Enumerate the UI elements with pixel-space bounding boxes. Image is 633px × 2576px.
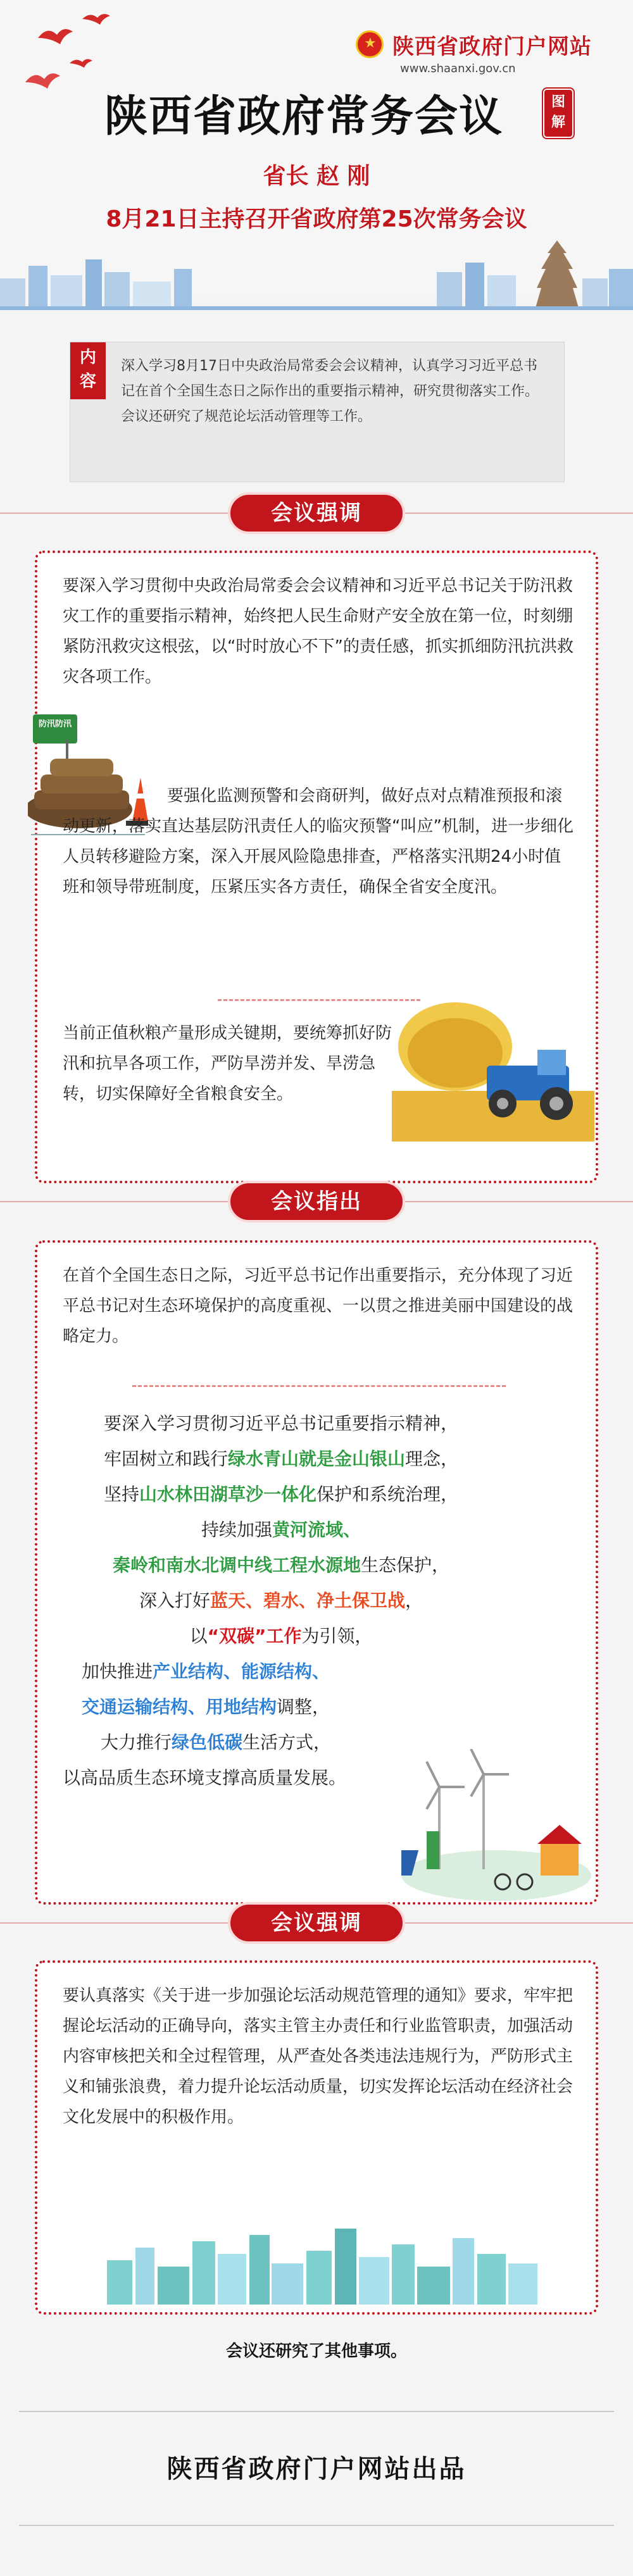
key-point-line: 牢固树立和践行绿水青山就是金山银山理念， (103, 1448, 459, 1469)
section-label-emphasis-1: 会议强调 (228, 492, 405, 534)
flood-sign-text: 防汛防汛 (38, 719, 72, 729)
content-tag-text: 内容 (79, 348, 96, 391)
illustrated-badge-text: 图解 (551, 94, 565, 130)
section2-key-points (63, 1406, 499, 1796)
dashed-separator (218, 999, 420, 1001)
content-summary-box (70, 342, 565, 482)
section1-paragraph-3: 当前正值秋粮产量形成关键期，要统筹抓好防汛和抗旱各项工作，严防旱涝并发、旱涝急转，切实保障好全省粮食安全。 (63, 1024, 392, 1104)
footer-rule (19, 2411, 614, 2412)
city-skyline-illustration (0, 240, 633, 310)
section-card-1 (35, 551, 598, 1183)
section-label-noted: 会议指出 (228, 1181, 405, 1223)
harvest-tractor-illustration (392, 996, 594, 1142)
key-point-line: 大力推行绿色低碳生活方式， (101, 1732, 332, 1753)
subtitle-meeting: 8月21日主持召开省政府第25次常务会议 (106, 206, 527, 232)
section3-paragraph-1: 要认真落实《关于进一步加强论坛活动规范管理的通知》要求，牢牢把握论坛活动的正确导向，落实主管主办责任和行业监管职责，加强活动内容审核把关和全过程管理，从严查处各类违法违规行为，严防形式主义和铺张浪费，着力提升论坛活动质量，切实发挥论坛活动在经济社会文化发展中的积极作用。 (63, 1986, 573, 2127)
key-point-line: 持续加强黄河流域、 (201, 1519, 361, 1540)
key-point-line: 以高品质生态环境支撑高质量发展。 (63, 1767, 347, 1788)
illustrated-badge (543, 89, 573, 138)
section1-paragraph-1: 要深入学习贯彻中央政治局常委会会议精神和习近平总书记关于防汛救灾工作的重要指示精神，始终把人民生命财产安全放在第一位，时刻绷紧防汛救灾这根弦，以“时时放心不下”的责任感，抓实抓细防汛抗洪救灾各项工作。 (63, 576, 573, 687)
section2-paragraph-1: 在首个全国生态日之际，习近平总书记作出重要指示，充分体现了习近平总书记对生态环境保护的高度重视、一以贯之推进美丽中国建设的战略定力。 (63, 1266, 573, 1346)
dashed-separator (132, 1385, 506, 1387)
green-energy-illustration (401, 1749, 591, 1901)
site-url: www.shaanxi.gov.cn (400, 62, 516, 75)
page-title: 陕西省政府常务会议 (104, 92, 503, 142)
city-buildings-illustration (107, 2216, 537, 2305)
section1-paragraph-2: 要强化监测预警和会商研判，做好点对点精准预报和滚动更新，落实直达基层防汛责任人的临灾预警“叫应”机制，进一步细化人员转移避险方案，深入开展风险隐患排查，严格落实汛期24小时值班和领导带班制度，压紧压实各方责任，确保全省安全度汛。 (63, 787, 573, 897)
site-logo[interactable] (356, 25, 609, 82)
section-card-2 (35, 1240, 598, 1905)
header-banner (0, 0, 633, 297)
content-summary-text: 深入学习8月17日中央政治局常委会会议精神，认真学习习近平总书记在首个全国生态日之际作出的重要指示精神，研究贯彻落实工作。会议还研究了规范论坛活动管理等工作。 (121, 358, 539, 425)
footer-brand: 陕西省政府门户网站出品 (166, 2455, 467, 2484)
key-point-line: 坚持山水林田湖草沙一体化保护和系统治理， (103, 1484, 459, 1505)
key-point-line: 要深入学习贯彻习近平总书记重要指示精神， (103, 1413, 458, 1434)
footer-rule (19, 2525, 614, 2526)
key-point-line: 深入打好蓝天、碧水、净土保卫战， (139, 1590, 423, 1611)
content-tag (70, 342, 106, 399)
subtitle-governor: 省长 赵 刚 (263, 163, 370, 189)
section-label-emphasis-2: 会议强调 (228, 1902, 405, 1944)
national-emblem-icon (356, 30, 384, 58)
section-card-3 (35, 1960, 598, 2315)
key-point-line: 秦岭和南水北调中线工程水源地生态保护， (112, 1555, 450, 1576)
key-point-line: 交通运输结构、用地结构调整， (82, 1696, 330, 1717)
key-point-line: 以“双碳”工作为引领， (189, 1626, 373, 1646)
key-point-line: 加快推进产业结构、能源结构、 (82, 1661, 330, 1682)
other-matters-note: 会议还研究了其他事项。 (225, 2342, 407, 2361)
site-name: 陕西省政府门户网站 (392, 34, 592, 59)
